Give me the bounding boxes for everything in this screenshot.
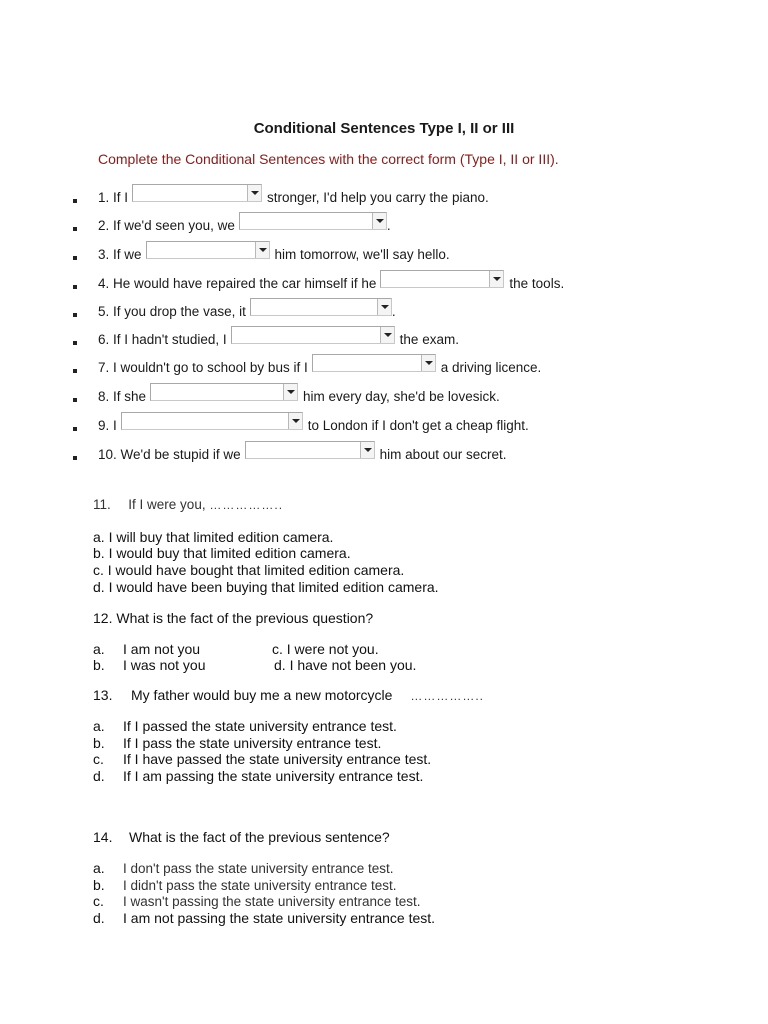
fill-in-question-10 <box>0 441 507 463</box>
question-prompt: What is the fact of the previous sentence? <box>129 829 390 845</box>
answer-dropdown-10[interactable] <box>245 441 375 459</box>
option-12-a <box>93 641 200 657</box>
fill-in-question-3 <box>0 241 450 263</box>
chevron-down-icon[interactable] <box>360 442 374 458</box>
question-text-before: 8. If she <box>98 389 147 404</box>
answer-dropdown-2[interactable] <box>239 212 387 230</box>
option-14-c <box>93 893 420 909</box>
question-text-after: . <box>386 218 391 233</box>
answer-dropdown-7[interactable] <box>312 354 436 372</box>
question-text-before: 9. I <box>98 418 117 433</box>
instructions: Complete the Conditional Sentences with the correct form (Type I, II or III). <box>98 151 559 167</box>
bullet <box>73 285 77 289</box>
option-text: I was not you <box>123 657 206 673</box>
bullet <box>73 456 77 460</box>
chevron-down-icon[interactable] <box>247 185 261 201</box>
question-prompt: My father would buy me a new motorcycle <box>131 687 393 703</box>
chevron-down-icon[interactable] <box>255 242 269 258</box>
option-label: d. <box>93 910 105 926</box>
fill-in-question-7 <box>0 354 541 376</box>
bullet <box>73 398 77 402</box>
bullet <box>73 369 77 373</box>
option-label: a. <box>93 718 105 734</box>
blank-dots: …………….. <box>209 498 284 512</box>
question-text-before: 1. If I <box>98 190 129 205</box>
question-13 <box>93 687 484 703</box>
option-14-b <box>93 877 396 893</box>
question-text-after: . <box>391 304 396 319</box>
question-number: 11. <box>93 497 111 512</box>
question-12: 12. What is the fact of the previous question? <box>93 610 374 626</box>
question-text-after: the tools. <box>509 276 565 291</box>
option-text: I didn't pass the state university entrance test. <box>123 878 397 893</box>
option-label: c. <box>93 751 104 767</box>
answer-dropdown-8[interactable] <box>150 383 298 401</box>
chevron-down-icon[interactable] <box>421 355 435 371</box>
question-text-before: 3. If we <box>98 247 142 262</box>
question-text-after: him every day, she'd be lovesick. <box>303 389 500 404</box>
option-label: d. <box>93 768 105 784</box>
question-11 <box>93 497 283 512</box>
chevron-down-icon[interactable] <box>288 413 302 429</box>
answer-dropdown-9[interactable] <box>121 412 303 430</box>
option-14-a <box>93 860 393 876</box>
answer-dropdown-4[interactable] <box>380 270 504 288</box>
question-prompt: If I were you, <box>128 497 206 512</box>
question-number: 14. <box>93 829 113 845</box>
question-text-before: 2. If we'd seen you, we <box>98 218 235 233</box>
question-text-after: a driving licence. <box>440 360 542 375</box>
question-14 <box>93 829 390 845</box>
option-13-c <box>93 751 431 767</box>
option-label: a. <box>93 860 105 876</box>
answer-dropdown-6[interactable] <box>231 326 395 344</box>
question-number: 13. <box>93 687 113 703</box>
option-text: If I have passed the state university entrance test. <box>123 751 432 767</box>
fill-in-question-1 <box>0 184 489 206</box>
fill-in-question-4 <box>0 270 564 292</box>
chevron-down-icon[interactable] <box>372 213 386 229</box>
option-text: If I am passing the state university entrance test. <box>123 768 424 784</box>
option-text: I don't pass the state university entrance test. <box>123 861 394 876</box>
option-12-d: d. I have not been you. <box>274 657 417 673</box>
question-text-after: stronger, I'd help you carry the piano. <box>267 190 489 205</box>
option-text: I am not you <box>123 641 201 657</box>
fill-in-question-2 <box>0 212 391 234</box>
option-11-d: d. I would have been buying that limited edition camera. <box>93 579 439 595</box>
option-text: If I passed the state university entrance test. <box>123 718 397 734</box>
fill-in-question-9 <box>0 412 529 434</box>
fill-in-question-8 <box>0 383 500 405</box>
option-13-d <box>93 768 423 784</box>
page-title: Conditional Sentences Type I, II or III <box>253 120 515 137</box>
option-label: a. <box>93 641 105 657</box>
chevron-down-icon[interactable] <box>283 384 297 400</box>
option-text: I am not passing the state university entrance test. <box>123 910 436 926</box>
option-label: c. <box>93 893 104 909</box>
bullet <box>73 256 77 260</box>
chevron-down-icon[interactable] <box>377 299 391 315</box>
question-text-before: 10. We'd be stupid if we <box>98 447 241 462</box>
question-text-before: 6. If I hadn't studied, I <box>98 332 227 347</box>
option-11-a: a. I will buy that limited edition camera. <box>93 529 334 545</box>
option-12-c: c. I were not you. <box>272 641 379 657</box>
option-11-c: c. I would have bought that limited edition camera. <box>93 562 405 578</box>
blank-dots: …………….. <box>410 689 485 703</box>
question-text-before: 5. If you drop the vase, it <box>98 304 246 319</box>
question-text-after: him tomorrow, we'll say hello. <box>274 247 450 262</box>
option-13-a <box>93 718 397 734</box>
fill-in-question-6 <box>0 326 459 348</box>
option-text: If I pass the state university entrance test. <box>123 735 382 751</box>
bullet <box>73 313 77 317</box>
option-12-b <box>93 657 206 673</box>
chevron-down-icon[interactable] <box>489 271 503 287</box>
bullet <box>73 341 77 345</box>
answer-dropdown-5[interactable] <box>250 298 392 316</box>
chevron-down-icon[interactable] <box>380 327 394 343</box>
bullet <box>73 427 77 431</box>
question-text-after: the exam. <box>399 332 459 347</box>
answer-dropdown-3[interactable] <box>146 241 270 259</box>
question-text-after: him about our secret. <box>379 447 507 462</box>
bullet <box>73 199 77 203</box>
fill-in-question-5 <box>0 298 396 320</box>
option-14-d <box>93 910 435 926</box>
option-label: b. <box>93 877 105 893</box>
option-text: I wasn't passing the state university entrance test. <box>123 894 421 909</box>
option-11-b: b. I would buy that limited edition camera. <box>93 545 351 561</box>
bullet <box>73 227 77 231</box>
option-13-b <box>93 735 381 751</box>
question-text-before: 4. He would have repaired the car himself if he <box>98 276 377 291</box>
answer-dropdown-1[interactable] <box>132 184 262 202</box>
option-label: b. <box>93 657 105 673</box>
question-text-after: to London if I don't get a cheap flight. <box>307 418 529 433</box>
question-text-before: 7. I wouldn't go to school by bus if I <box>98 360 308 375</box>
option-label: b. <box>93 735 105 751</box>
